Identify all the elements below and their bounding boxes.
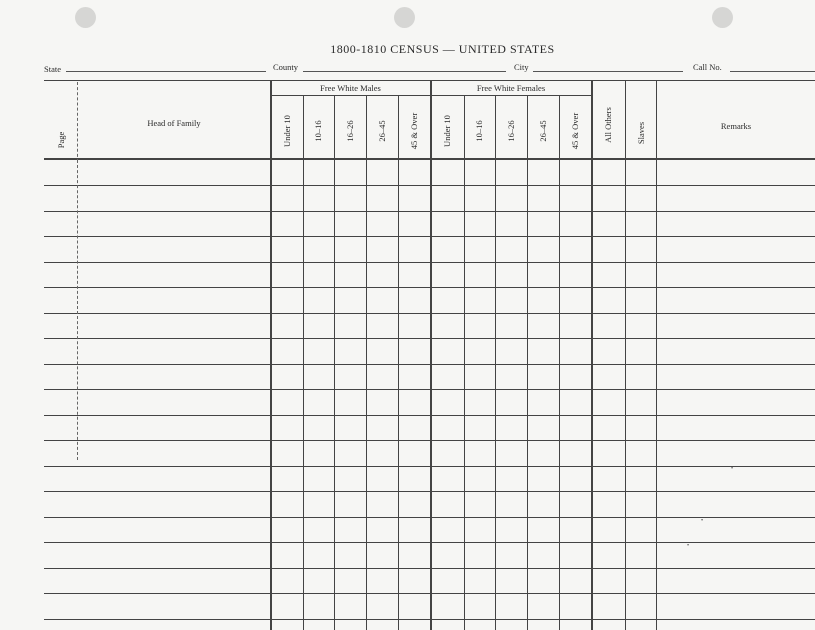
female-under-10-header: Under 10 [442, 115, 452, 147]
table-row-rule [44, 415, 815, 416]
remarks-header: Remarks [720, 121, 752, 131]
table-row-rule [44, 593, 815, 594]
all-others-header: All Others [603, 107, 613, 143]
col-divider [430, 81, 432, 630]
form-title: 1800-1810 CENSUS — UNITED STATES [330, 42, 555, 56]
pen-mark: • [687, 543, 690, 549]
table-row-rule [44, 491, 815, 492]
pen-mark: • [731, 466, 734, 472]
male-10-16-header: 10–16 [313, 120, 323, 142]
head-of-family-header: Head of Family [147, 118, 201, 128]
table-row-rule [44, 364, 815, 365]
table-row-rule [44, 338, 815, 339]
male-under-10-header: Under 10 [282, 115, 292, 147]
free-white-females-header: Free White Females [476, 83, 546, 93]
female-26-45-header: 26–45 [538, 120, 548, 142]
call-no-label: Call No. [693, 62, 722, 72]
table-row-rule [44, 262, 815, 263]
pen-mark: • [701, 518, 704, 524]
table-row-rule [44, 185, 815, 186]
table-row-rule [44, 619, 815, 620]
free-white-males-header: Free White Males [320, 83, 381, 93]
table-row-rule [44, 287, 815, 288]
table-row-rule [44, 389, 815, 390]
table-row-rule [44, 211, 815, 212]
table-row-rule [44, 517, 815, 518]
col-divider [656, 81, 657, 630]
slaves-header: Slaves [636, 121, 646, 145]
male-16-26-header: 16–26 [345, 120, 355, 142]
table-row-rule [44, 542, 815, 543]
table-row-rule [44, 236, 815, 237]
page-column-divider [77, 160, 78, 460]
female-45-over-header: 45 & Over [570, 112, 580, 150]
col-divider [625, 81, 626, 630]
city-label: City [514, 62, 529, 72]
female-10-16-header: 10–16 [474, 120, 484, 142]
page-column-header: Page [56, 131, 66, 149]
table-row-rule [44, 313, 815, 314]
col-divider [270, 81, 272, 630]
female-16-26-header: 16–26 [506, 120, 516, 142]
county-label: County [273, 62, 299, 72]
col-divider [591, 81, 593, 630]
table-row-rule [44, 440, 815, 441]
male-45-over-header: 45 & Over [409, 112, 419, 150]
table-row-rule [44, 568, 815, 569]
male-26-45-header: 26–45 [377, 120, 387, 142]
state-label: State [44, 64, 61, 74]
table-row-rule [44, 466, 815, 467]
